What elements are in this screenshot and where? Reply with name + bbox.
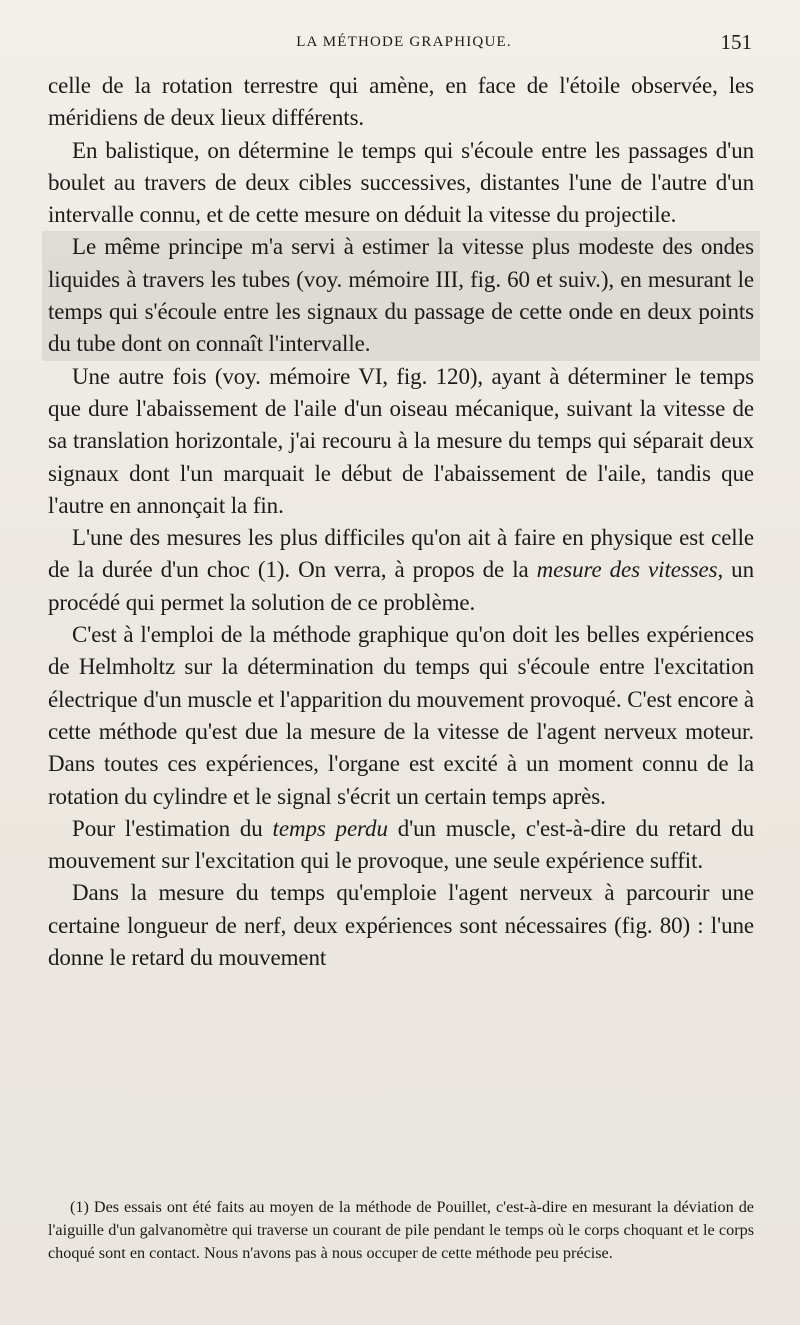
paragraph-ballistics: En balistique, on détermine le temps qui s'écoule entre les passages d'un boulet au travers de deux cibles successives, distantes l'une de l'autre d'un intervalle connu, et de cette mesure on déduit la vitesse du projectile.: [48, 137, 754, 228]
emphasis-text: mesure des vitesses: [536, 557, 718, 583]
main-text: [48, 70, 754, 974]
running-header: [48, 30, 760, 60]
paragraph-continuation: celle de la rotation terrestre qui amène, en face de l'étoile observée, les méridiens de deux lieux différents.: [48, 73, 754, 131]
running-title: LA MÉTHODE GRAPHIQUE.: [296, 34, 512, 50]
footnote-text: (1) Des essais ont été faits au moyen de la méthode de Pouillet, c'est-à-dire en mesurant la déviation de l'aiguille d'un galvanomètre qui traverse un courant de pile pendant le temps où le corps choquant et le corps choqué sont en contact. Nous n'avons pas à nous occuper de cette méthode peu précise.: [48, 1198, 754, 1262]
paragraph-liquid-waves: Le même principe m'a servi à estimer la vitesse plus modeste des ondes liquides à travers les tubes (voy. mémoire III, fig. 60 et suiv.), en mesurant le temps qui s'écoule entre les signaux du passage de cette onde en deux points du tube dont on connaît l'intervalle.: [42, 231, 760, 360]
paragraph-nerve-agent: Dans la mesure du temps qu'emploie l'agent nerveux à parcourir une certaine longueur de nerf, deux expériences sont nécessaires (fig. 80) : l'une donne le retard du mouvement: [48, 880, 754, 971]
paragraph-mechanical-bird: Une autre fois (voy. mémoire VI, fig. 120), ayant à déterminer le temps que dure l'abaissement de l'aile d'un oiseau mécanique, suivant la vitesse de sa translation horizontale, j'ai recouru à la mesure du temps qui séparait deux signaux dont l'un marquait le début de l'abaissement de l'aile, tandis que l'autre en annonçait la fin.: [48, 363, 754, 518]
paragraph-text: d'un muscle, c'est-à-dire du retard du mouvement sur l'excitation qui le provoque, une seule expérience suffit.: [48, 815, 754, 874]
paragraph-shock-duration: [48, 522, 754, 619]
paragraph-lost-time: [48, 813, 754, 878]
paragraph-text: Pour l'estimation du: [72, 815, 273, 841]
emphasis-text: temps perdu: [272, 815, 388, 841]
page-number: 151: [720, 30, 752, 54]
paragraph-text: L'une des mesures les plus difficiles qu'on ait à faire en physique est celle de la durée d'un choc (1). On verra, à propos de la: [48, 525, 754, 583]
paragraph-text: , un procédé qui permet la solution de ce problème.: [48, 557, 754, 615]
footnote: [48, 1196, 754, 1265]
paragraph-helmholtz: C'est à l'emploi de la méthode graphique qu'on doit les belles expériences de Helmholtz sur la détermination du temps qui s'écoule entre l'excitation électrique d'un muscle et l'apparition du mouvement provoqué. C'est encore à cette méthode qu'est due la mesure de la vitesse de l'agent nerveux moteur. Dans toutes ces expériences, l'organe est excité à un moment connu de la rotation du cylindre et le signal s'écrit un certain temps après.: [48, 622, 754, 809]
